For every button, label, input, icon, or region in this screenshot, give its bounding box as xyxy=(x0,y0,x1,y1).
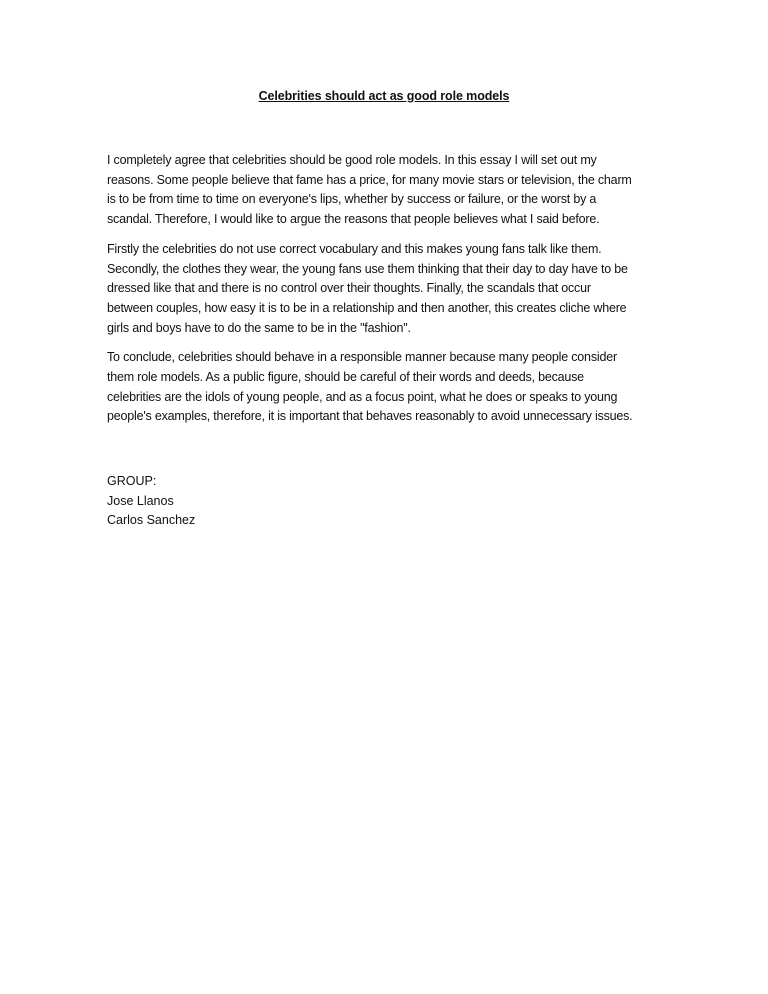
text-line: is to be from time to time on everyone's lips, whether by success or failure, or the worst by a xyxy=(107,192,597,207)
paragraph-conclusion xyxy=(107,348,667,427)
text-line: I completely agree that celebrities should be good role models. In this essay I will set out my xyxy=(107,153,597,167)
essay-body xyxy=(107,151,667,437)
paragraph-introduction xyxy=(107,151,667,230)
text-line: between couples, how easy it is to be in a relationship and then another, this creates cliche where xyxy=(107,300,627,315)
text-line: Firstly the celebrities do not use correct vocabulary and this makes young fans talk like them. xyxy=(107,241,602,256)
paragraph-arguments xyxy=(107,240,667,339)
group-member: Carlos Sanchez xyxy=(107,513,196,528)
text-line: dressed like that and there is no control over their thoughts. Finally, the scandals that occur xyxy=(107,281,591,296)
text-line: celebrities are the idols of young people, and as a focus point, what he does or speaks to young xyxy=(107,389,618,404)
text-line: them role models. As a public figure, should be careful of their words and deeds, because xyxy=(107,370,584,385)
text-line: scandal. Therefore, I would like to argue the reasons that people believes what I said before. xyxy=(107,212,600,227)
group-section xyxy=(107,472,195,531)
text-line: To conclude, celebrities should behave in a responsible manner because many people consider xyxy=(107,350,617,365)
text-line: girls and boys have to do the same to be in the "fashion". xyxy=(107,320,411,335)
text-line: people's examples, therefore, it is important that behaves reasonably to avoid unnecessary issues. xyxy=(107,409,633,424)
text-line: reasons. Some people believe that fame has a price, for many movie stars or television, the charm xyxy=(107,172,632,187)
group-member: Jose Llanos xyxy=(107,493,174,508)
group-label: GROUP: xyxy=(107,474,157,488)
document-title: Celebrities should act as good role models xyxy=(258,89,510,103)
text-line: Secondly, the clothes they wear, the young fans use them thinking that their day to day have to be xyxy=(107,261,628,276)
